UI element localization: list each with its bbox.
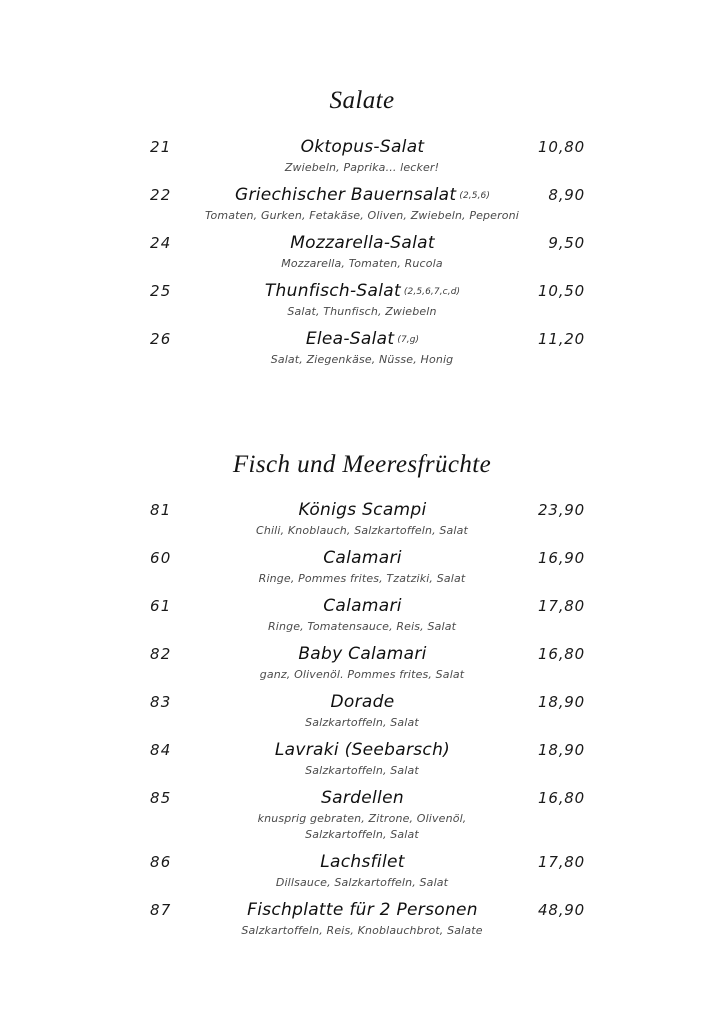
menu-item (0, 787, 724, 843)
menu-item-description (0, 304, 724, 320)
menu-item-name-group (202, 136, 523, 159)
menu-item-allergen-codes: (7,g) (397, 335, 420, 345)
menu-item-price: 9,50 (548, 234, 585, 252)
menu-item-name: Elea-Salat (305, 329, 395, 349)
menu-item-number: 87 (150, 901, 172, 919)
menu-item-main-line (0, 184, 724, 207)
menu-item-description-line: Zwiebeln, Paprika... lecker! (284, 161, 440, 174)
menu-item-number: 25 (150, 282, 172, 300)
menu-item-description (0, 763, 724, 779)
menu-item-description-line: Salat, Ziegenkäse, Nüsse, Honig (270, 353, 454, 366)
menu-item-main-line (0, 787, 724, 810)
menu-item-price: 16,80 (538, 789, 585, 807)
menu-item-main-line (0, 280, 724, 303)
section-heading-fisch: Fisch und Meeresfrüchte (232, 451, 492, 478)
menu-item-description-line: Ringe, Pommes frites, Tzatziki, Salat (258, 572, 466, 585)
menu-item-main-line (0, 136, 724, 159)
menu-item (0, 851, 724, 891)
menu-item-name: Oktopus-Salat (300, 137, 425, 157)
menu-item-number: 24 (150, 234, 172, 252)
menu-item (0, 184, 724, 224)
menu-item (0, 499, 724, 539)
menu-item-price: 16,80 (538, 645, 585, 663)
menu-item-main-line (0, 547, 724, 570)
menu-item-price: 8,90 (548, 186, 585, 204)
menu-item-list-salate (0, 136, 724, 368)
menu-item-allergen-codes: (2,5,6) (459, 191, 490, 201)
menu-section-salate (0, 0, 724, 368)
menu-item-number: 22 (150, 186, 172, 204)
menu-item-main-line (0, 232, 724, 255)
menu-item (0, 899, 724, 939)
menu-item-description-line: Mozzarella, Tomaten, Rucola (281, 257, 443, 270)
menu-item-name-group (202, 184, 523, 207)
menu-item-description-line: Tomaten, Gurken, Fetakäse, Oliven, Zwiebeln, Peperoni (205, 209, 519, 222)
menu-item-number: 85 (150, 789, 172, 807)
menu-item-number: 61 (150, 597, 172, 615)
menu-item (0, 547, 724, 587)
menu-item-description-line: Ringe, Tomatensauce, Reis, Salat (267, 620, 457, 633)
menu-item-description-line: ganz, Olivenöl. Pommes frites, Salat (259, 668, 465, 681)
menu-item-main-line (0, 328, 724, 351)
menu-item-name-group (202, 899, 523, 922)
menu-item-main-line (0, 851, 724, 874)
menu-item (0, 280, 724, 320)
menu-item-main-line (0, 643, 724, 666)
menu-item-name: Griechischer Bauernsalat (234, 185, 457, 205)
menu-item-description (0, 208, 724, 224)
menu-item-description (0, 256, 724, 272)
menu-item-name: Lavraki (Seebarsch) (274, 740, 451, 760)
menu-item (0, 691, 724, 731)
menu-item (0, 136, 724, 176)
menu-item-name: Calamari (323, 548, 402, 568)
menu-item-price: 18,90 (538, 693, 585, 711)
menu-item (0, 232, 724, 272)
menu-item-main-line (0, 739, 724, 762)
menu-item-description (0, 715, 724, 731)
menu-item-price: 11,20 (538, 330, 585, 348)
menu-item-name-group (202, 547, 523, 570)
menu-item-description (0, 667, 724, 683)
menu-item-name-group (202, 499, 523, 522)
menu-item-name-group (202, 691, 523, 714)
menu-item-price: 18,90 (538, 741, 585, 759)
menu-item-name: Baby Calamari (298, 644, 427, 664)
menu-item-price: 16,90 (538, 549, 585, 567)
menu-item-price: 23,90 (538, 501, 585, 519)
menu-item-number: 26 (150, 330, 172, 348)
menu-item-number: 81 (150, 501, 172, 519)
menu-item-number: 83 (150, 693, 172, 711)
menu-item-name: Mozzarella-Salat (290, 233, 435, 253)
menu-item-main-line (0, 595, 724, 618)
menu-item-number: 60 (150, 549, 172, 567)
menu-item (0, 739, 724, 779)
menu-item-description-line: Salzkartoffeln, Reis, Knoblauchbrot, Salate (241, 924, 483, 937)
menu-item-price: 17,80 (538, 597, 585, 615)
menu-item-price: 48,90 (538, 901, 585, 919)
menu-item-description (0, 619, 724, 635)
menu-item-name: Dorade (330, 692, 395, 712)
menu-item-main-line (0, 899, 724, 922)
menu-item-description-line: Salzkartoffeln, Salat (305, 764, 419, 777)
menu-item-description-line: Salzkartoffeln, Salat (305, 716, 419, 729)
menu-item-description-line: Salzkartoffeln, Salat (305, 828, 419, 841)
menu-item-description (0, 523, 724, 539)
menu-item-name: Sardellen (321, 788, 404, 808)
menu-item (0, 643, 724, 683)
menu-item-name: Lachsfilet (320, 852, 405, 872)
menu-item-name-group (202, 595, 523, 618)
menu-item-number: 84 (150, 741, 172, 759)
menu-item-number: 82 (150, 645, 172, 663)
menu-item (0, 328, 724, 368)
menu-item-description (0, 875, 724, 891)
menu-item-number: 21 (150, 138, 172, 156)
menu-item-list-fisch (0, 499, 724, 939)
menu-item-name-group (202, 232, 523, 255)
menu-item-name-group (202, 280, 523, 303)
menu-item-main-line (0, 691, 724, 714)
menu-item-name-group (202, 739, 523, 762)
menu-item-description (0, 811, 724, 843)
menu-item-price: 17,80 (538, 853, 585, 871)
menu-item-name-group (202, 328, 523, 351)
menu-item-number: 86 (150, 853, 172, 871)
menu-item-name: Fischplatte für 2 Personen (247, 900, 478, 920)
menu-item-name-group (202, 851, 523, 874)
section-heading-salate: Salate (329, 87, 395, 114)
menu-item-description-line: Chili, Knoblauch, Salzkartoffeln, Salat (256, 524, 468, 537)
menu-item-description (0, 160, 724, 176)
menu-item-main-line (0, 499, 724, 522)
menu-item-name-group (202, 643, 523, 666)
menu-item-description-line: Dillsauce, Salzkartoffeln, Salat (275, 876, 449, 889)
menu-item-name: Königs Scampi (298, 500, 427, 520)
menu-item-description-line: knusprig gebraten, Zitrone, Olivenöl, (257, 812, 467, 825)
menu-item-price: 10,80 (538, 138, 585, 156)
menu-item-allergen-codes: (2,5,6,7,c,d) (403, 287, 461, 297)
menu-item-name-group (202, 787, 523, 810)
menu-item-description (0, 352, 724, 368)
menu-item-description (0, 571, 724, 587)
menu-item-description-line: Salat, Thunfisch, Zwiebeln (287, 305, 437, 318)
menu-section-fisch (0, 376, 724, 939)
menu-item-name: Thunfisch-Salat (264, 281, 401, 301)
menu-item-price: 10,50 (538, 282, 585, 300)
menu-item-name: Calamari (323, 596, 402, 616)
menu-item-description (0, 923, 724, 939)
menu-item (0, 595, 724, 635)
